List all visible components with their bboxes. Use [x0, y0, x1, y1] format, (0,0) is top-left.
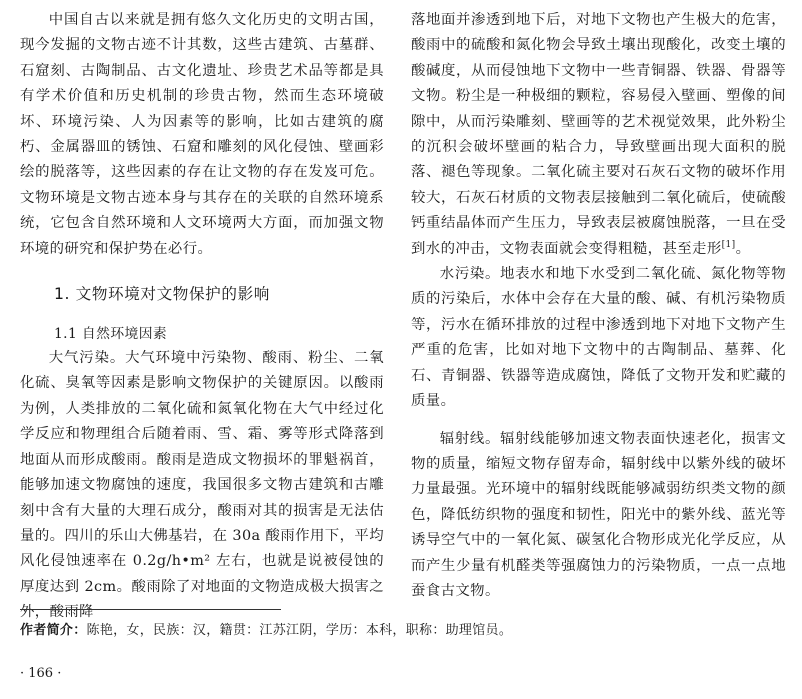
continuation-paragraph	[411, 8, 786, 262]
author-footnote	[20, 619, 512, 638]
author-label: 作者简介：	[20, 623, 87, 638]
footnote-divider	[20, 609, 281, 610]
author-text: 陈艳，女，民族：汉，籍贯：江苏江阴，学历：本科，职称：助理馆员。	[86, 623, 513, 638]
radiation-paragraph: 辐射线。辐射线能够加速文物表面快速老化，损害文物的质量，缩短文物存留寿命，辐射线中以紫外线的破坏力量最强。光环境中的辐射线既能够减弱纺织类文物的颜色，降低纺织物的强度和韧性，阳光中的紫外线、蓝光等诱导空气中的一氧化氮、碳氢化合物形成光化学反应，从而产生少量有机醛类等强腐蚀力的污染物质，一点一点地蚕食古文物。	[411, 430, 786, 599]
continuation-text: 落地面并渗透到地下后，对地下文物也产生极大的危害，酸雨中的硫酸和氮化物会导致土壤出现酸化，改变土壤的酸碱度，从而侵蚀地下文物中一些青铜器、铁器、骨器等文物。粉尘是一种极细的颗粒，容易侵入壁画、塑像的间隙中，从而污染雕刻、壁画等的艺术视觉效果，此外粉尘的沉积会破坏壁画的粘合力，导致壁画出现大面积的脱落、褪色等现象。二氧化硫主要对石灰石文物的破坏作用较大，石灰石材质的文物表层接触到二氧化硫后，使硫酸钙重结晶体而产生压力，导致表层被腐蚀脱落，一旦在受到水的冲击，文物表面就会变得粗糙，甚至走形	[411, 12, 786, 257]
intro-paragraph: 中国自古以来就是拥有悠久文化历史的文明古国，现今发掘的文物古迹不计其数，这些古建筑、古墓群、石窟刻、古陶制品、古文化遗址、珍贵艺术品等都是具有学术价值和历史机制的珍贵古物，然而生态环境破坏、环境污染、人为因素等的影响，比如古建筑的腐朽、金属器皿的锈蚀、石窟和雕刻的风化侵蚀、壁画彩绘的脱落等，这些因素的存在让文物的存在发岌可危。文物环境是文物古迹本身与其存在的关联的自然环境系统，它包含自然环境和人文环境两大方面，而加强文物环境的研究和保护势在必行。	[20, 12, 384, 257]
subsection-heading: 1.1 自然环境因素	[54, 326, 168, 343]
air-pollution-paragraph: 大气污染。大气环境中污染物、酸雨、粉尘、二氧化硫、臭氧等因素是影响文物保护的关键原因。以酸雨为例，人类排放的二氧化硫和氮氧化物在大气中经过化学反应和物理组合后随着雨、雪、霜、雾等形式降落到地面从而形成酸雨。酸雨是造成文物损坏的罪魁祸首，能够加速文物腐蚀的速度，我国很多文物古建筑和古雕刻中含有大量的大理石成分，酸雨对其的损害是无法估量的。四川的乐山大佛基岩，在 30a 酸雨作用下，平均风化侵蚀速率在 0.2g/h•m² 左右，也就是说被侵蚀的厚度达到 2cm。酸雨除了对地面的文物造成极大损害之外，酸雨降	[20, 350, 384, 621]
water-pollution-paragraph: 水污染。地表水和地下水受到二氧化硫、氮化物等物质的污染后，水体中会存在大量的酸、碱、有机污染物质等，污水在循环排放的过程中渗透到地下对地下文物产生严重的危害，比如对地下文物中的古陶制品、墓葬、化石、青铜器、铁器等造成腐蚀，降低了文物开发和贮藏的质量。	[411, 266, 786, 410]
section-heading: 1. 文物环境对文物保护的影响	[54, 285, 270, 304]
citation-marker: [1]	[721, 239, 736, 250]
left-column	[20, 8, 384, 626]
citation-suffix: 。	[735, 240, 751, 257]
page-number: · 166 ·	[20, 666, 62, 681]
right-column	[411, 8, 786, 604]
